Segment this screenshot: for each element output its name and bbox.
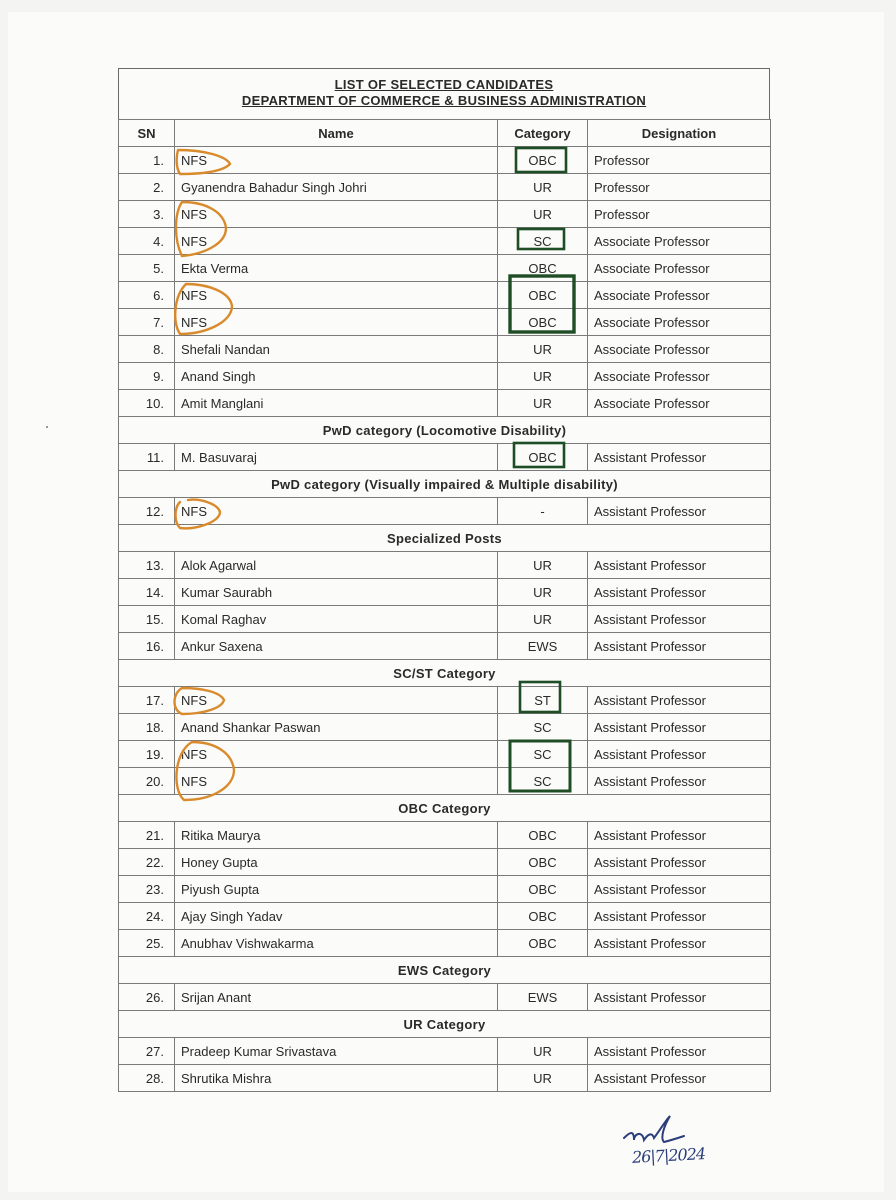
- table-row: [119, 309, 771, 336]
- cell-name: Pradeep Kumar Srivastava: [175, 1038, 498, 1065]
- cell-designation: Professor: [588, 201, 771, 228]
- cell-designation: Assistant Professor: [588, 930, 771, 957]
- cell-sn: 9.: [119, 363, 175, 390]
- table-row: [119, 849, 771, 876]
- table-row: [119, 876, 771, 903]
- cell-designation: Assistant Professor: [588, 741, 771, 768]
- cell-designation: Assistant Professor: [588, 687, 771, 714]
- cell-name: Amit Manglani: [175, 390, 498, 417]
- cell-name: Anand Shankar Paswan: [175, 714, 498, 741]
- table-row: [119, 201, 771, 228]
- header-sn: SN: [119, 120, 175, 147]
- cell-name: Anand Singh: [175, 363, 498, 390]
- cell-category: SC: [498, 741, 588, 768]
- cell-category: -: [498, 498, 588, 525]
- cell-name: NFS: [175, 147, 498, 174]
- cell-category: UR: [498, 552, 588, 579]
- cell-sn: 5.: [119, 255, 175, 282]
- cell-category: SC: [498, 228, 588, 255]
- cell-sn: 27.: [119, 1038, 175, 1065]
- table-row: [119, 984, 771, 1011]
- cell-sn: 3.: [119, 201, 175, 228]
- cell-name: Ritika Maurya: [175, 822, 498, 849]
- cell-category: UR: [498, 579, 588, 606]
- cell-designation: Associate Professor: [588, 309, 771, 336]
- cell-category: OBC: [498, 309, 588, 336]
- table-row: [119, 1038, 771, 1065]
- cell-designation: Associate Professor: [588, 282, 771, 309]
- cell-designation: Assistant Professor: [588, 1038, 771, 1065]
- table-row: [119, 390, 771, 417]
- table-row: [119, 741, 771, 768]
- cell-sn: 2.: [119, 174, 175, 201]
- table-row: [119, 336, 771, 363]
- title-box: [118, 68, 770, 119]
- cell-category: OBC: [498, 903, 588, 930]
- header-category: Category: [498, 120, 588, 147]
- cell-designation: Assistant Professor: [588, 633, 771, 660]
- cell-sn: 15.: [119, 606, 175, 633]
- signature-date: 26|7|2024: [631, 1144, 706, 1167]
- cell-category: UR: [498, 1038, 588, 1065]
- table-row: [119, 1065, 771, 1092]
- section-row: [119, 795, 771, 822]
- cell-designation: Assistant Professor: [588, 498, 771, 525]
- cell-designation: Assistant Professor: [588, 903, 771, 930]
- table-row: [119, 633, 771, 660]
- cell-category: OBC: [498, 849, 588, 876]
- cell-name: Ajay Singh Yadav: [175, 903, 498, 930]
- cell-name: Ekta Verma: [175, 255, 498, 282]
- cell-sn: 25.: [119, 930, 175, 957]
- table-row: [119, 606, 771, 633]
- cell-sn: 28.: [119, 1065, 175, 1092]
- cell-sn: 20.: [119, 768, 175, 795]
- cell-name: Anubhav Vishwakarma: [175, 930, 498, 957]
- candidates-table: [118, 119, 771, 1092]
- cell-designation: Assistant Professor: [588, 444, 771, 471]
- cell-designation: Professor: [588, 147, 771, 174]
- cell-category: EWS: [498, 633, 588, 660]
- cell-name: Shefali Nandan: [175, 336, 498, 363]
- title-line-1: LIST OF SELECTED CANDIDATES: [334, 77, 554, 92]
- section-row: [119, 471, 771, 498]
- cell-category: UR: [498, 174, 588, 201]
- section-row: [119, 1011, 771, 1038]
- cell-name: Piyush Gupta: [175, 876, 498, 903]
- cell-sn: 7.: [119, 309, 175, 336]
- cell-name: Srijan Anant: [175, 984, 498, 1011]
- cell-designation: Assistant Professor: [588, 849, 771, 876]
- table-row: [119, 768, 771, 795]
- cell-sn: 13.: [119, 552, 175, 579]
- cell-designation: Professor: [588, 174, 771, 201]
- table-body: [119, 147, 771, 1092]
- cell-sn: 14.: [119, 579, 175, 606]
- cell-category: OBC: [498, 822, 588, 849]
- section-row: [119, 417, 771, 444]
- table-row: [119, 552, 771, 579]
- table-row: [119, 444, 771, 471]
- section-label: PwD category (Visually impaired & Multiple disability): [119, 471, 771, 498]
- cell-category: UR: [498, 606, 588, 633]
- cell-category: OBC: [498, 147, 588, 174]
- cell-category: SC: [498, 714, 588, 741]
- cell-designation: Assistant Professor: [588, 768, 771, 795]
- cell-name: Shrutika Mishra: [175, 1065, 498, 1092]
- section-label: UR Category: [119, 1011, 771, 1038]
- scan-speck: [46, 426, 48, 428]
- cell-designation: Assistant Professor: [588, 606, 771, 633]
- cell-category: ST: [498, 687, 588, 714]
- table-row: [119, 282, 771, 309]
- cell-sn: 16.: [119, 633, 175, 660]
- cell-name: NFS: [175, 282, 498, 309]
- cell-sn: 6.: [119, 282, 175, 309]
- section-label: PwD category (Locomotive Disability): [119, 417, 771, 444]
- cell-name: Gyanendra Bahadur Singh Johri: [175, 174, 498, 201]
- cell-sn: 12.: [119, 498, 175, 525]
- cell-name: NFS: [175, 687, 498, 714]
- cell-category: UR: [498, 363, 588, 390]
- cell-category: UR: [498, 390, 588, 417]
- cell-category: EWS: [498, 984, 588, 1011]
- cell-name: NFS: [175, 228, 498, 255]
- header-name: Name: [175, 120, 498, 147]
- cell-name: Ankur Saxena: [175, 633, 498, 660]
- cell-sn: 11.: [119, 444, 175, 471]
- cell-name: NFS: [175, 201, 498, 228]
- cell-category: SC: [498, 768, 588, 795]
- cell-category: OBC: [498, 444, 588, 471]
- cell-sn: 26.: [119, 984, 175, 1011]
- cell-name: NFS: [175, 768, 498, 795]
- table-row: [119, 228, 771, 255]
- cell-designation: Associate Professor: [588, 255, 771, 282]
- table-row: [119, 714, 771, 741]
- cell-category: OBC: [498, 282, 588, 309]
- table-row: [119, 498, 771, 525]
- cell-sn: 21.: [119, 822, 175, 849]
- table-row: [119, 255, 771, 282]
- cell-name: Alok Agarwal: [175, 552, 498, 579]
- cell-sn: 19.: [119, 741, 175, 768]
- section-row: [119, 660, 771, 687]
- table-row: [119, 579, 771, 606]
- cell-sn: 4.: [119, 228, 175, 255]
- cell-category: OBC: [498, 930, 588, 957]
- candidates-sheet: [118, 68, 770, 1092]
- cell-sn: 22.: [119, 849, 175, 876]
- cell-designation: Assistant Professor: [588, 1065, 771, 1092]
- table-row: [119, 174, 771, 201]
- cell-sn: 23.: [119, 876, 175, 903]
- cell-name: NFS: [175, 309, 498, 336]
- table-header-row: [119, 120, 771, 147]
- cell-designation: Assistant Professor: [588, 876, 771, 903]
- table-row: [119, 687, 771, 714]
- cell-sn: 10.: [119, 390, 175, 417]
- cell-designation: Associate Professor: [588, 228, 771, 255]
- cell-sn: 17.: [119, 687, 175, 714]
- cell-name: M. Basuvaraj: [175, 444, 498, 471]
- cell-sn: 24.: [119, 903, 175, 930]
- section-row: [119, 525, 771, 552]
- cell-designation: Associate Professor: [588, 390, 771, 417]
- cell-name: NFS: [175, 741, 498, 768]
- cell-designation: Associate Professor: [588, 363, 771, 390]
- cell-name: NFS: [175, 498, 498, 525]
- cell-category: OBC: [498, 876, 588, 903]
- cell-designation: Associate Professor: [588, 336, 771, 363]
- cell-category: UR: [498, 1065, 588, 1092]
- section-label: OBC Category: [119, 795, 771, 822]
- cell-designation: Assistant Professor: [588, 714, 771, 741]
- header-designation: Designation: [588, 120, 771, 147]
- cell-designation: Assistant Professor: [588, 822, 771, 849]
- cell-designation: Assistant Professor: [588, 579, 771, 606]
- cell-category: OBC: [498, 255, 588, 282]
- cell-sn: 18.: [119, 714, 175, 741]
- table-row: [119, 822, 771, 849]
- table-row: [119, 147, 771, 174]
- cell-name: Honey Gupta: [175, 849, 498, 876]
- cell-name: Komal Raghav: [175, 606, 498, 633]
- cell-category: UR: [498, 201, 588, 228]
- cell-category: UR: [498, 336, 588, 363]
- cell-name: Kumar Saurabh: [175, 579, 498, 606]
- cell-sn: 1.: [119, 147, 175, 174]
- cell-sn: 8.: [119, 336, 175, 363]
- cell-designation: Assistant Professor: [588, 984, 771, 1011]
- table-row: [119, 363, 771, 390]
- table-row: [119, 930, 771, 957]
- title-line-2: DEPARTMENT OF COMMERCE & BUSINESS ADMINISTRATION: [241, 93, 647, 108]
- cell-designation: Assistant Professor: [588, 552, 771, 579]
- section-label: Specialized Posts: [119, 525, 771, 552]
- section-label: EWS Category: [119, 957, 771, 984]
- table-row: [119, 903, 771, 930]
- section-label: SC/ST Category: [119, 660, 771, 687]
- section-row: [119, 957, 771, 984]
